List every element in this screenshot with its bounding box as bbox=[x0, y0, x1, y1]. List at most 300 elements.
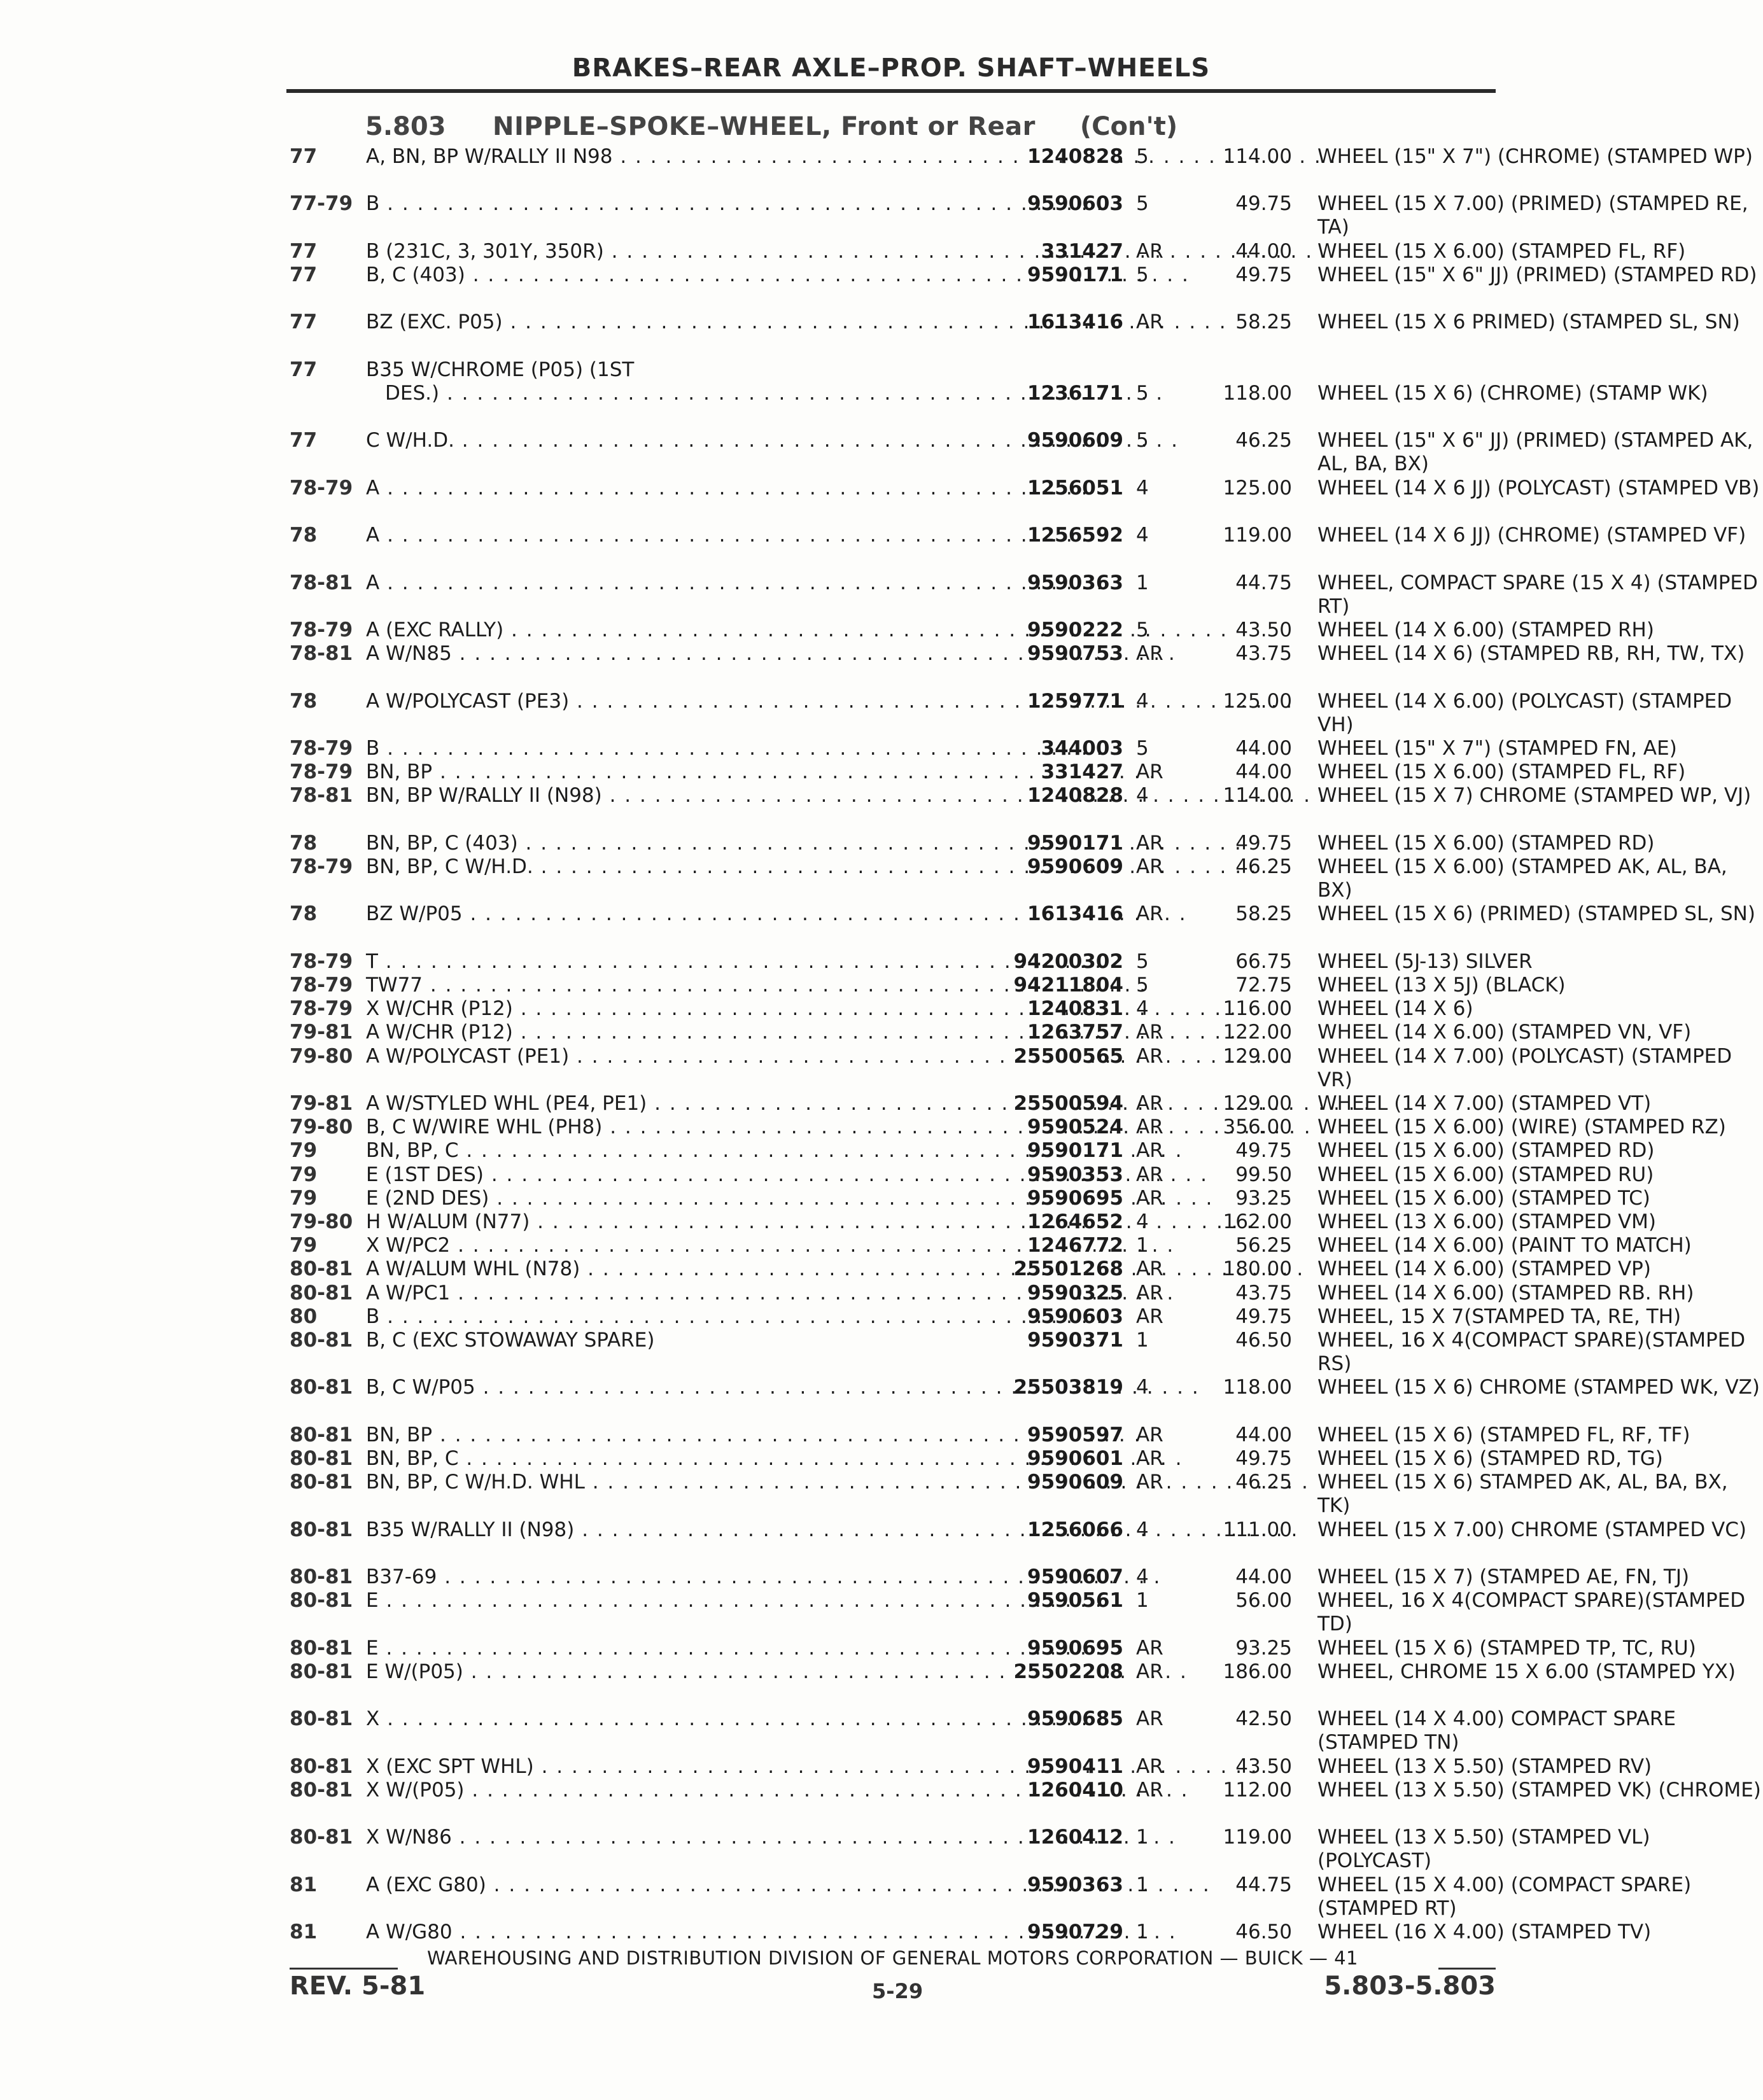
row-description-text: A . . . bbox=[366, 477, 1104, 500]
row-price: 49.75 bbox=[1235, 1305, 1292, 1328]
row-price: 56.00 bbox=[1235, 1589, 1292, 1613]
row-description bbox=[366, 1637, 996, 1660]
row-wheel-description: WHEEL (15 X 6.00) (STAMPED RU) bbox=[1317, 1163, 1654, 1186]
row-description bbox=[366, 784, 996, 808]
row-description bbox=[366, 1376, 996, 1399]
row-quantity: 4 bbox=[1136, 476, 1149, 500]
table-row bbox=[290, 429, 1753, 476]
row-description bbox=[366, 832, 996, 855]
row-part-number: 25501268 bbox=[1013, 1257, 1123, 1281]
row-description bbox=[366, 1424, 996, 1447]
row-description-text: T . . . bbox=[366, 950, 1102, 973]
row-description-text: BN, BP W/RALLY II (N98) . . . bbox=[366, 784, 1326, 807]
row-year: 77 bbox=[290, 239, 318, 263]
row-price: 118.00 bbox=[1223, 1376, 1292, 1399]
row-wheel-description: WHEEL, CHROME 15 X 6.00 (STAMPED YX) bbox=[1317, 1660, 1736, 1683]
row-wheel-description: WHEEL (15 X 6) (STAMPED TP, TC, RU) bbox=[1317, 1636, 1696, 1660]
row-price: 162.00 bbox=[1223, 1210, 1292, 1233]
row-description bbox=[366, 1116, 996, 1139]
row-price: 125.00 bbox=[1223, 476, 1292, 500]
row-price: 43.50 bbox=[1235, 619, 1292, 641]
row-quantity: 5 bbox=[1136, 429, 1149, 452]
row-description-text: B, C W/P05 . . . bbox=[366, 1376, 1200, 1399]
row-part-number: 1613416 bbox=[1027, 902, 1123, 926]
row-price: 58.25 bbox=[1235, 311, 1292, 334]
row-year: 80-81 bbox=[290, 1754, 353, 1778]
row-description bbox=[366, 1187, 996, 1210]
row-year: 78-79 bbox=[290, 760, 353, 784]
row-description-text: X W/PC2 . . . bbox=[366, 1234, 1174, 1257]
row-description-text: E W/(P05) . . . bbox=[366, 1660, 1188, 1683]
row-description bbox=[366, 690, 996, 713]
table-row bbox=[290, 358, 1708, 405]
row-year: 80-81 bbox=[290, 1376, 353, 1399]
row-part-number: 9590695 bbox=[1027, 1186, 1123, 1210]
row-quantity: AR bbox=[1136, 1116, 1163, 1139]
row-price: 44.75 bbox=[1235, 1873, 1292, 1896]
row-description-text: B37-69 . . . bbox=[366, 1565, 1161, 1588]
row-quantity: 5 bbox=[1136, 192, 1149, 216]
row-price: 44.00 bbox=[1235, 760, 1292, 784]
row-wheel-description: WHEEL (14 X 6.00) (POLYCAST) (STAMPED VH) bbox=[1317, 689, 1732, 736]
row-year: 80 bbox=[290, 1305, 318, 1328]
row-price: 111.00 bbox=[1223, 1518, 1292, 1541]
row-quantity: 1 bbox=[1136, 1234, 1149, 1257]
row-quantity: 5 bbox=[1136, 974, 1149, 997]
table-row bbox=[290, 476, 1760, 524]
row-quantity: AR bbox=[1136, 1778, 1163, 1802]
row-description-text: H W/ALUM (N77) . . . bbox=[366, 1210, 1254, 1233]
row-year: 78 bbox=[290, 524, 318, 547]
row-description-text: X W/(P05) . . . bbox=[366, 1779, 1189, 1802]
row-description bbox=[366, 240, 996, 263]
row-quantity: 4 bbox=[1136, 1210, 1149, 1233]
row-quantity: 5 bbox=[1136, 737, 1149, 760]
table-row bbox=[290, 1471, 1728, 1518]
row-part-number: 94200302 bbox=[1013, 949, 1123, 973]
row-description-text: B . . . bbox=[366, 737, 1104, 760]
row-wheel-description: WHEEL (14 X 6) bbox=[1317, 997, 1473, 1021]
row-description-text: BZ W/P05 . . . bbox=[366, 902, 1187, 925]
row-quantity: 4 bbox=[1136, 689, 1149, 713]
footer-section-range: 5.803-5.803 bbox=[1324, 1971, 1496, 2001]
row-quantity: 4 bbox=[1136, 997, 1149, 1021]
row-year: 78-79 bbox=[290, 949, 353, 973]
row-part-number: 25502208 bbox=[1013, 1660, 1123, 1683]
row-price: 46.25 bbox=[1235, 429, 1292, 452]
row-description-text: A W/N85 . . . bbox=[366, 642, 1176, 665]
row-wheel-description: WHEEL, 16 X 4(COMPACT SPARE)(STAMPED RS) bbox=[1317, 1329, 1746, 1375]
row-part-number: 94211804 bbox=[1013, 974, 1123, 997]
row-part-number: 9590353 bbox=[1027, 1163, 1123, 1186]
table-row bbox=[290, 145, 1753, 192]
row-year: 78 bbox=[290, 902, 318, 926]
row-wheel-description: WHEEL (15 X 6.00) (STAMPED AK, AL, BA, BX) bbox=[1317, 855, 1727, 902]
row-year: 80-81 bbox=[290, 1518, 353, 1541]
row-price: 356.00 bbox=[1223, 1116, 1292, 1139]
row-description-text: A . . . bbox=[366, 571, 1104, 594]
row-year: 78-79 bbox=[290, 974, 353, 997]
row-quantity: AR bbox=[1136, 1186, 1163, 1210]
row-wheel-description: WHEEL (13 X 5.50) (STAMPED RV) bbox=[1317, 1754, 1652, 1778]
row-description bbox=[366, 429, 996, 452]
row-price: 116.00 bbox=[1223, 997, 1292, 1021]
row-quantity: AR bbox=[1136, 855, 1163, 878]
row-year: 80-81 bbox=[290, 1257, 353, 1281]
row-description bbox=[366, 1092, 996, 1116]
row-price: 99.50 bbox=[1235, 1163, 1292, 1186]
row-quantity: AR bbox=[1136, 1754, 1163, 1778]
table-row bbox=[290, 1873, 1692, 1921]
row-price: 72.75 bbox=[1235, 974, 1292, 997]
row-description bbox=[366, 1447, 996, 1471]
row-quantity: 4 bbox=[1136, 524, 1149, 547]
row-description bbox=[366, 974, 996, 997]
row-description bbox=[366, 1210, 996, 1234]
row-quantity: 1 bbox=[1136, 1329, 1149, 1352]
row-description-text: X W/CHR (P12) . . . bbox=[366, 997, 1237, 1020]
row-year: 78-79 bbox=[290, 737, 353, 760]
row-year: 81 bbox=[290, 1921, 318, 1943]
row-description-text: E (1ST DES) . . . bbox=[366, 1163, 1208, 1186]
row-quantity: 4 bbox=[1136, 1376, 1149, 1399]
row-year: 80-81 bbox=[290, 1636, 353, 1660]
row-part-number: 1256066 bbox=[1027, 1518, 1123, 1541]
row-quantity: 4 bbox=[1136, 1565, 1149, 1588]
row-wheel-description: WHEEL (15 X 6.00) (STAMPED RD) bbox=[1317, 831, 1655, 855]
row-price: 49.75 bbox=[1235, 831, 1292, 855]
row-description bbox=[366, 358, 996, 405]
row-part-number: 9590753 bbox=[1027, 642, 1123, 666]
row-year: 79-81 bbox=[290, 1021, 353, 1044]
row-description-text: B35 W/CHROME (P05) (1ST bbox=[366, 358, 635, 381]
row-part-number: 9590603 bbox=[1027, 192, 1123, 216]
row-year: 78 bbox=[290, 831, 318, 855]
row-description bbox=[366, 1329, 996, 1352]
row-description-text: BN, BP, C (403) . . . bbox=[366, 832, 1242, 855]
row-year: 79-80 bbox=[290, 1044, 353, 1068]
row-description-continued: DES.) . . . bbox=[366, 382, 996, 405]
row-quantity: 5 bbox=[1136, 619, 1149, 641]
row-part-number: 25503819 bbox=[1013, 1376, 1123, 1399]
row-price: 44.75 bbox=[1235, 571, 1292, 594]
row-description bbox=[366, 571, 996, 595]
row-year: 80-81 bbox=[290, 1826, 353, 1849]
row-price: 122.00 bbox=[1223, 1021, 1292, 1044]
footer-rule-right bbox=[1438, 1968, 1496, 1970]
row-part-number: 1246772 bbox=[1027, 1234, 1123, 1257]
row-year: 79 bbox=[290, 1139, 318, 1163]
row-description bbox=[366, 642, 996, 666]
row-quantity: AR bbox=[1136, 1044, 1163, 1068]
row-part-number: 331427 bbox=[1041, 760, 1123, 784]
row-wheel-description: WHEEL, 15 X 7(STAMPED TA, RE, TH) bbox=[1317, 1305, 1682, 1328]
row-description-text: A W/CHR (P12) . . . bbox=[366, 1021, 1237, 1044]
row-year: 78 bbox=[290, 689, 318, 713]
row-part-number: 1240831 bbox=[1027, 997, 1123, 1021]
row-description-text: BN, BP, C . . . bbox=[366, 1139, 1183, 1162]
row-wheel-description: WHEEL (15 X 7.00) CHROME (STAMPED VC) bbox=[1317, 1518, 1747, 1541]
row-wheel-description: WHEEL (15" X 6" JJ) (PRIMED) (STAMPED AK, AL, BA, BX) bbox=[1317, 429, 1753, 476]
row-wheel-description: WHEEL (13 X 6.00) (STAMPED VM) bbox=[1317, 1210, 1657, 1233]
row-year: 78-79 bbox=[290, 855, 353, 878]
row-year: 78-79 bbox=[290, 619, 353, 641]
row-wheel-description: WHEEL (14 X 7.00) (STAMPED VT) bbox=[1317, 1092, 1652, 1115]
row-description bbox=[366, 145, 996, 169]
row-description bbox=[366, 1660, 996, 1684]
row-year: 77 bbox=[290, 358, 318, 381]
row-year: 78-81 bbox=[290, 642, 353, 666]
row-year: 79-81 bbox=[290, 1092, 353, 1115]
row-part-number: 9590609 bbox=[1027, 429, 1123, 452]
row-description bbox=[366, 1518, 996, 1542]
row-description-text: BN, BP, C W/H.D. WHL . . . bbox=[366, 1471, 1309, 1494]
row-part-number: 1264652 bbox=[1027, 1210, 1123, 1233]
row-quantity: 4 bbox=[1136, 1518, 1149, 1541]
row-quantity: AR bbox=[1136, 642, 1163, 666]
row-year: 77-79 bbox=[290, 192, 353, 216]
row-description-text: B . . . bbox=[366, 1305, 1104, 1328]
row-wheel-description: WHEEL (14 X 6.00) (STAMPED VN, VF) bbox=[1317, 1021, 1692, 1044]
row-description-text: BN, BP . . . bbox=[366, 760, 1156, 783]
row-quantity: 1 bbox=[1136, 1873, 1149, 1896]
row-part-number: 9590597 bbox=[1027, 1423, 1123, 1446]
row-price: 44.00 bbox=[1235, 737, 1292, 760]
row-description bbox=[366, 1282, 996, 1305]
row-price: 114.00 bbox=[1223, 145, 1292, 168]
row-price: 43.75 bbox=[1235, 1281, 1292, 1305]
row-year: 77 bbox=[290, 311, 318, 334]
row-description bbox=[366, 192, 996, 216]
row-quantity: AR bbox=[1136, 1636, 1163, 1660]
row-description bbox=[366, 1305, 996, 1329]
row-year: 80-81 bbox=[290, 1707, 353, 1731]
row-wheel-description: WHEEL (13 X 5.50) (STAMPED VL) (POLYCAST) bbox=[1317, 1826, 1650, 1873]
row-description bbox=[366, 1139, 996, 1163]
row-quantity: 1 bbox=[1136, 571, 1149, 594]
row-quantity: AR bbox=[1136, 1163, 1163, 1186]
row-wheel-description: WHEEL (15 X 6.00) (STAMPED FL, RF) bbox=[1317, 239, 1686, 263]
row-part-number: 1256592 bbox=[1027, 524, 1123, 547]
row-wheel-description: WHEEL (15" X 6" JJ) (PRIMED) (STAMPED RD) bbox=[1317, 263, 1757, 286]
row-description bbox=[366, 311, 996, 334]
row-year: 78-81 bbox=[290, 571, 353, 594]
row-part-number: 1263757 bbox=[1027, 1021, 1123, 1044]
row-price: 46.50 bbox=[1235, 1329, 1292, 1352]
row-description bbox=[366, 1779, 996, 1802]
row-description-text: BN, BP, C W/H.D. . . . bbox=[366, 855, 1258, 878]
row-description-text: E (2ND DES) . . . bbox=[366, 1187, 1213, 1210]
row-wheel-description: WHEEL (15 X 6.00) (STAMPED TC) bbox=[1317, 1186, 1650, 1210]
row-description-text: B, C (EXC STOWAWAY SPARE) bbox=[366, 1329, 655, 1352]
row-quantity: 5 bbox=[1136, 145, 1149, 168]
row-price: 43.75 bbox=[1235, 642, 1292, 666]
row-description bbox=[366, 855, 996, 879]
row-part-number: 1260410 bbox=[1027, 1778, 1123, 1802]
row-price: 66.75 bbox=[1235, 949, 1292, 973]
row-part-number: 25500565 bbox=[1013, 1044, 1123, 1068]
row-description bbox=[366, 263, 996, 287]
row-part-number: 9590363 bbox=[1027, 571, 1123, 594]
row-quantity: AR bbox=[1136, 1707, 1163, 1731]
row-description-text: X (EXC SPT WHL) . . . bbox=[366, 1755, 1258, 1778]
table-row bbox=[290, 1589, 1746, 1636]
row-year: 81 bbox=[290, 1873, 318, 1896]
row-description-text: B, C W/WIRE WHL (PH8) . . . bbox=[366, 1116, 1326, 1138]
row-description-text: B, C (403) . . . bbox=[366, 263, 1190, 286]
row-description bbox=[366, 1826, 996, 1849]
row-year: 79-80 bbox=[290, 1116, 353, 1139]
row-quantity: AR bbox=[1136, 239, 1163, 263]
row-quantity: AR bbox=[1136, 1139, 1163, 1163]
section-heading bbox=[365, 112, 1177, 141]
row-wheel-description: WHEEL (15" X 7") (STAMPED FN, AE) bbox=[1317, 737, 1677, 760]
section-number: 5.803 bbox=[365, 112, 446, 141]
row-description-text: BN, BP . . . bbox=[366, 1424, 1156, 1446]
table-row bbox=[290, 311, 1740, 358]
table-row bbox=[290, 524, 1746, 571]
row-wheel-description: WHEEL (14 X 6.00) (STAMPED RB. RH) bbox=[1317, 1281, 1694, 1305]
row-wheel-description: WHEEL (14 X 6) (STAMPED RB, RH, TW, TX) bbox=[1317, 642, 1745, 666]
row-quantity: 1 bbox=[1136, 1589, 1149, 1613]
table-row bbox=[290, 1376, 1760, 1423]
table-row bbox=[290, 902, 1755, 949]
table-row bbox=[290, 855, 1727, 902]
row-year: 80-81 bbox=[290, 1589, 353, 1613]
row-quantity: AR bbox=[1136, 1257, 1163, 1281]
row-wheel-description: WHEEL (14 X 6.00) (STAMPED RH) bbox=[1317, 619, 1654, 641]
row-wheel-description: WHEEL (15 X 6) (PRIMED) (STAMPED SL, SN) bbox=[1317, 902, 1755, 926]
row-part-number: 9590171 bbox=[1027, 1139, 1123, 1163]
row-quantity: 1 bbox=[1136, 1826, 1149, 1849]
row-description-text: B . . . bbox=[366, 192, 1104, 215]
row-part-number: 344003 bbox=[1041, 737, 1123, 760]
row-price: 93.25 bbox=[1235, 1186, 1292, 1210]
row-wheel-description: WHEEL (15 X 6) STAMPED AK, AL, BA, BX, TK) bbox=[1317, 1471, 1728, 1518]
row-wheel-description: WHEEL (14 X 6.00) (STAMPED VP) bbox=[1317, 1257, 1651, 1281]
row-part-number: 1259771 bbox=[1027, 689, 1123, 713]
row-year: 80-81 bbox=[290, 1447, 353, 1470]
row-description-text: X . . . bbox=[366, 1707, 1104, 1730]
row-part-number: 9590609 bbox=[1027, 855, 1123, 878]
row-price: 186.00 bbox=[1223, 1660, 1292, 1683]
row-price: 118.00 bbox=[1223, 381, 1292, 405]
row-price: 119.00 bbox=[1223, 1826, 1292, 1849]
row-description bbox=[366, 1257, 996, 1281]
row-year: 78-79 bbox=[290, 476, 353, 500]
row-wheel-description: WHEEL, COMPACT SPARE (15 X 4) (STAMPED RT) bbox=[1317, 571, 1758, 618]
row-part-number: 9590371 bbox=[1027, 1329, 1123, 1352]
row-wheel-description: WHEEL (15 X 6) (STAMPED RD, TG) bbox=[1317, 1447, 1663, 1470]
row-price: 125.00 bbox=[1223, 689, 1292, 713]
row-description-text: E . . . bbox=[366, 1589, 1103, 1612]
row-description bbox=[366, 477, 996, 500]
footer-page-number: 5-29 bbox=[872, 1979, 924, 2003]
row-part-number: 9590171 bbox=[1027, 831, 1123, 855]
row-part-number: 1240828 bbox=[1027, 145, 1123, 168]
row-description bbox=[366, 1873, 996, 1897]
row-description bbox=[366, 1589, 996, 1613]
row-part-number: 9590171 bbox=[1027, 263, 1123, 286]
table-row bbox=[290, 689, 1732, 737]
table-row bbox=[290, 1778, 1761, 1826]
row-quantity: AR bbox=[1136, 1021, 1163, 1044]
row-price: 112.00 bbox=[1223, 1778, 1292, 1802]
row-wheel-description: WHEEL (14 X 6 JJ) (CHROME) (STAMPED VF) bbox=[1317, 524, 1746, 547]
row-quantity: AR bbox=[1136, 1092, 1163, 1115]
row-price: 44.00 bbox=[1235, 239, 1292, 263]
row-year: 78-81 bbox=[290, 784, 353, 808]
row-year: 80-81 bbox=[290, 1329, 353, 1352]
row-wheel-description: WHEEL (16 X 4.00) (STAMPED TV) bbox=[1317, 1921, 1652, 1943]
row-quantity: 1 bbox=[1136, 1921, 1149, 1943]
row-year: 78-79 bbox=[290, 997, 353, 1021]
row-part-number: 9590561 bbox=[1027, 1589, 1123, 1613]
row-part-number: 331427 bbox=[1041, 239, 1123, 263]
row-wheel-description: WHEEL (14 X 7.00) (POLYCAST) (STAMPED VR) bbox=[1317, 1044, 1732, 1091]
row-description bbox=[366, 1021, 996, 1044]
row-price: 129.00 bbox=[1223, 1044, 1292, 1068]
row-price: 43.50 bbox=[1235, 1754, 1292, 1778]
section-title: NIPPLE–SPOKE–WHEEL, Front or Rear bbox=[493, 112, 1036, 141]
row-quantity: 4 bbox=[1136, 784, 1149, 808]
row-price: 180.00 bbox=[1223, 1257, 1292, 1281]
row-year: 77 bbox=[290, 263, 318, 286]
row-description-text: E . . . bbox=[366, 1637, 1103, 1660]
row-price: 44.00 bbox=[1235, 1423, 1292, 1446]
row-wheel-description: WHEEL, 16 X 4(COMPACT SPARE)(STAMPED TD) bbox=[1317, 1589, 1746, 1636]
table-row bbox=[290, 1329, 1746, 1376]
row-year: 80-81 bbox=[290, 1281, 353, 1305]
row-part-number: 1256051 bbox=[1027, 476, 1123, 500]
row-part-number: 9590603 bbox=[1027, 1305, 1123, 1328]
row-description-text: B (231C, 3, 301Y, 350R) . . . bbox=[366, 240, 1328, 263]
row-wheel-description: WHEEL (15 X 7.00) (PRIMED) (STAMPED RE, TA) bbox=[1317, 192, 1748, 239]
row-wheel-description: WHEEL (15 X 6) CHROME (STAMPED WK, VZ) bbox=[1317, 1376, 1760, 1399]
row-price: 114.00 bbox=[1223, 784, 1292, 808]
row-part-number: 1260412 bbox=[1027, 1826, 1123, 1849]
row-quantity: AR bbox=[1136, 1281, 1163, 1305]
row-description bbox=[366, 1921, 996, 1944]
row-description-text: X W/N86 . . . bbox=[366, 1826, 1176, 1849]
row-quantity: AR bbox=[1136, 760, 1163, 784]
row-description-text: C W/H.D. . . . bbox=[366, 429, 1179, 452]
row-description-text: A W/PC1 . . . bbox=[366, 1282, 1174, 1305]
row-wheel-description: WHEEL (15 X 6 PRIMED) (STAMPED SL, SN) bbox=[1317, 311, 1740, 334]
row-part-number: 9590222 bbox=[1027, 619, 1123, 641]
row-description bbox=[366, 1755, 996, 1779]
table-row bbox=[290, 571, 1758, 619]
row-quantity: AR bbox=[1136, 311, 1163, 334]
table-row bbox=[290, 1707, 1676, 1754]
row-quantity: AR bbox=[1136, 1423, 1163, 1446]
row-price: 46.25 bbox=[1235, 855, 1292, 878]
row-description-text: A, BN, BP W/RALLY II N98 . . . bbox=[366, 145, 1337, 168]
row-quantity: AR bbox=[1136, 1660, 1163, 1683]
row-year: 80-81 bbox=[290, 1660, 353, 1683]
row-description bbox=[366, 1565, 996, 1589]
footer-rule-left bbox=[290, 1968, 398, 1970]
row-price: 49.75 bbox=[1235, 263, 1292, 286]
row-description bbox=[366, 1471, 996, 1494]
row-part-number: 1613416 bbox=[1027, 311, 1123, 334]
row-year: 79-80 bbox=[290, 1210, 353, 1233]
table-row bbox=[290, 1518, 1747, 1565]
row-quantity: AR bbox=[1136, 1471, 1163, 1494]
row-part-number: 9590695 bbox=[1027, 1636, 1123, 1660]
row-quantity: AR bbox=[1136, 1447, 1163, 1470]
row-description bbox=[366, 902, 996, 926]
